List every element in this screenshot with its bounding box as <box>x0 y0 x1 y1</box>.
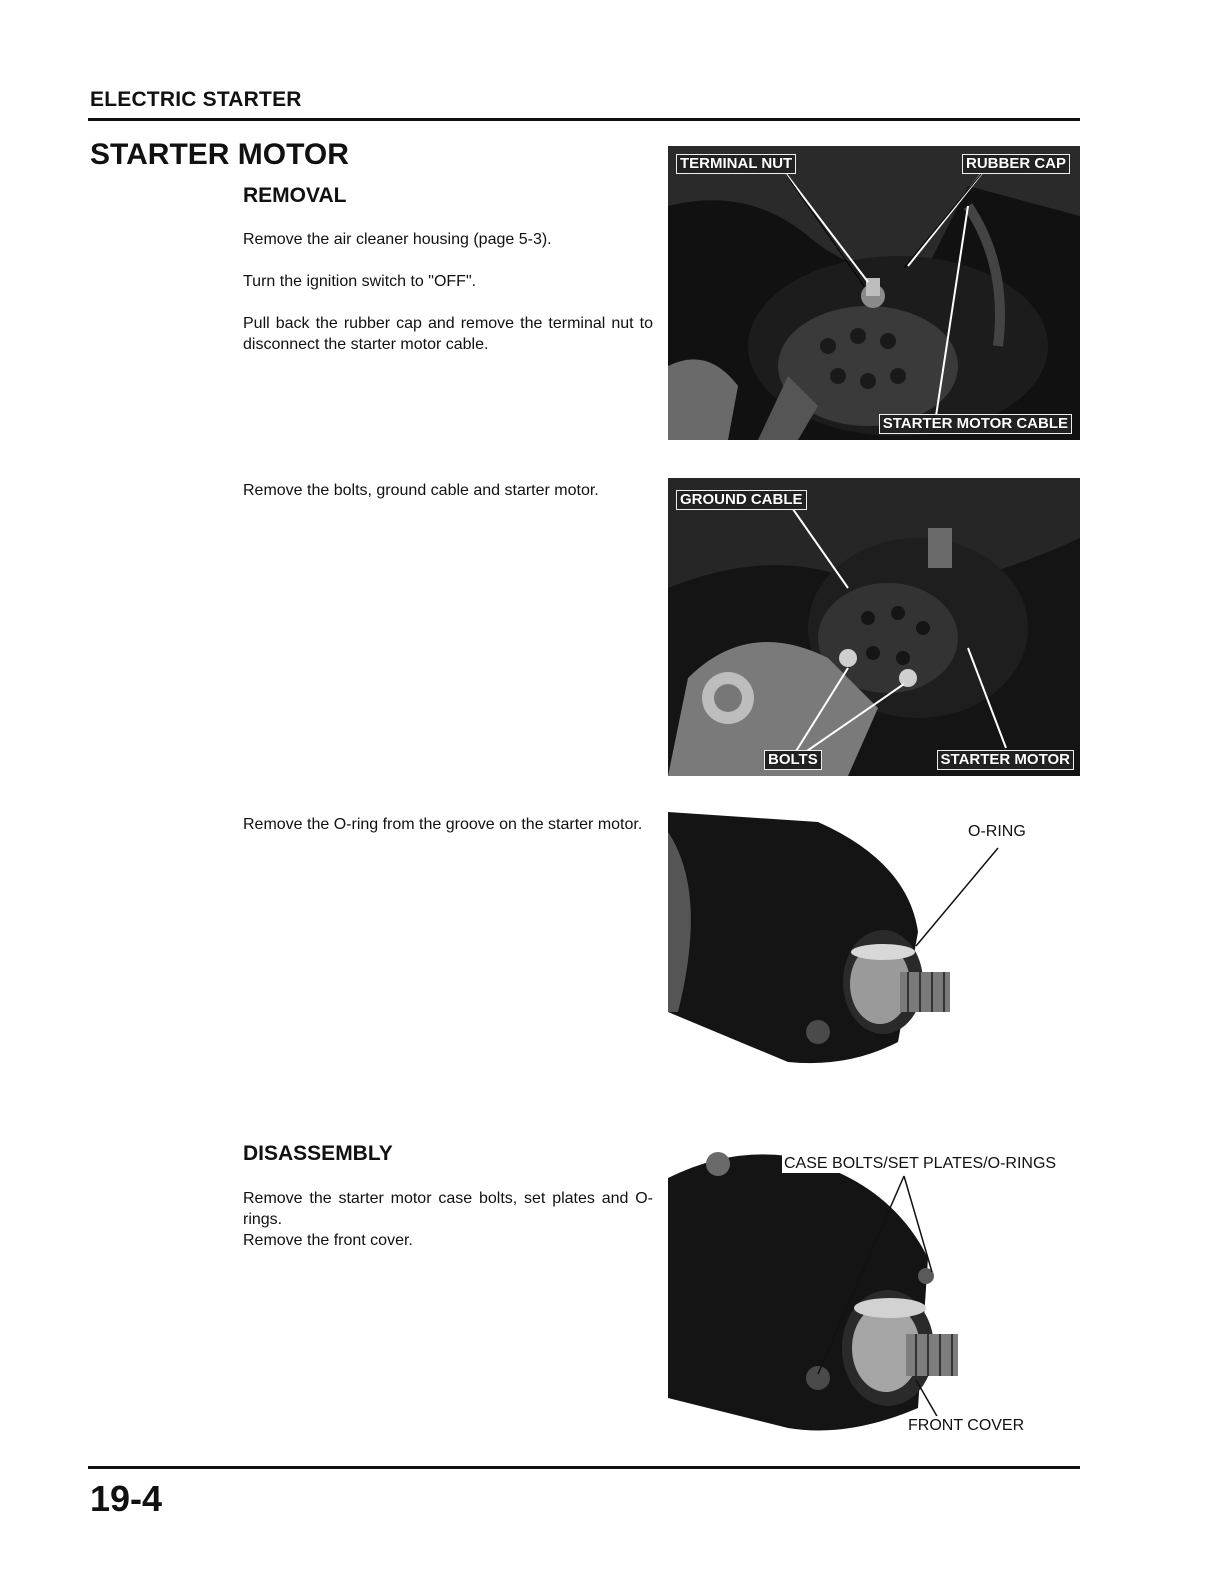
figure-ground-cable-illustration <box>668 478 1080 776</box>
figure-ground-cable-photo <box>668 478 1080 776</box>
label-case-bolts: CASE BOLTS/SET PLATES/O-RINGS <box>784 1155 1057 1172</box>
label-rubber-cap: RUBBER CAP <box>962 154 1070 174</box>
label-o-ring: O-RING <box>968 823 1026 840</box>
section-header: ELECTRIC STARTER <box>90 88 302 111</box>
page-title: STARTER MOTOR <box>90 138 349 171</box>
label-starter-motor-cable: STARTER MOTOR CABLE <box>879 414 1072 434</box>
label-front-cover: FRONT COVER <box>908 1417 1025 1434</box>
disassembly-step-2: Remove the front cover. <box>243 1232 413 1249</box>
removal-heading: REMOVAL <box>243 184 347 207</box>
removal-step-4: Remove the bolts, ground cable and starter motor. <box>243 482 599 499</box>
footer-rule <box>88 1466 1080 1469</box>
removal-step-3: Pull back the rubber cap and remove the terminal nut to disconnect the starter motor cable. <box>243 315 653 353</box>
label-bolts: BOLTS <box>764 750 822 770</box>
removal-step-1: Remove the air cleaner housing (page 5-3). <box>243 231 552 248</box>
header-rule <box>88 118 1080 121</box>
label-terminal-nut: TERMINAL NUT <box>676 154 796 174</box>
figure-terminal-photo <box>668 146 1080 440</box>
figure-case-bolts-photo <box>668 1148 1080 1442</box>
disassembly-step-1: Remove the starter motor case bolts, set plates and O-rings. <box>243 1190 653 1228</box>
page-number: 19-4 <box>90 1478 163 1519</box>
label-ground-cable: GROUND CABLE <box>676 490 807 510</box>
label-starter-motor: STARTER MOTOR <box>937 750 1074 770</box>
figure-o-ring-illustration <box>668 812 1080 1068</box>
figure-terminal-illustration <box>668 146 1080 440</box>
removal-step-2: Turn the ignition switch to "OFF". <box>243 273 477 290</box>
figure-case-bolts-illustration <box>668 1148 1080 1442</box>
disassembly-heading: DISASSEMBLY <box>243 1142 393 1165</box>
removal-step-5: Remove the O-ring from the groove on the starter motor. <box>243 816 643 833</box>
figure-o-ring-photo <box>668 812 1080 1068</box>
